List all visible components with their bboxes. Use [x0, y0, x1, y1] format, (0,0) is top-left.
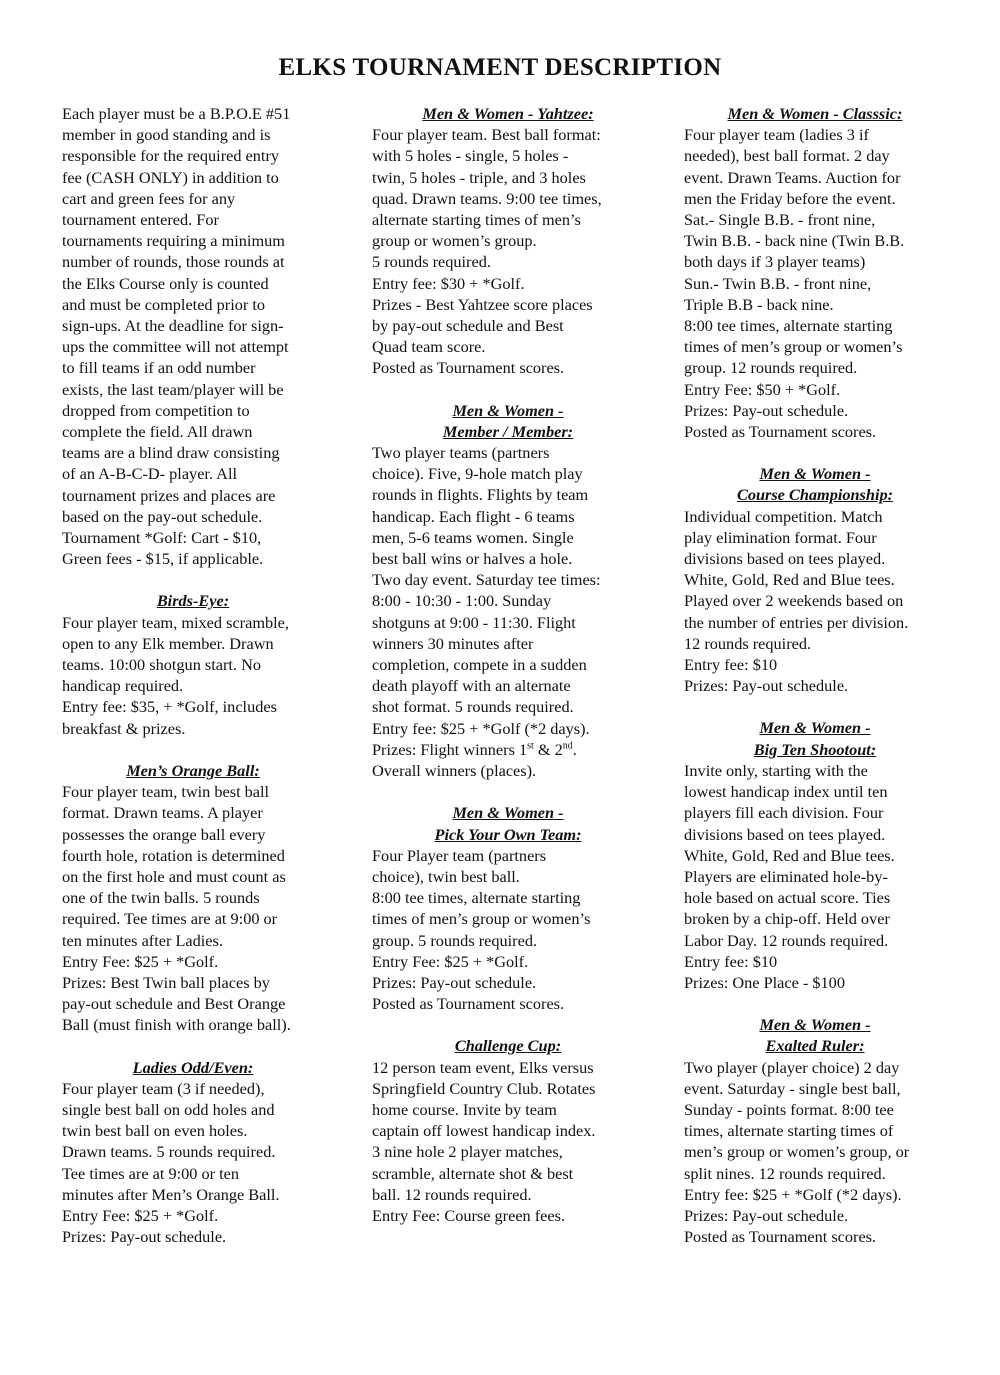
- text-line: Entry Fee: $25 + *Golf.: [372, 951, 529, 971]
- text-line: dropped from competition to: [62, 400, 250, 420]
- text-line: event. Drawn Teams. Auction for: [684, 167, 901, 187]
- text-line: tournaments requiring a minimum: [62, 231, 285, 251]
- text-line: complete the field. All drawn: [62, 422, 253, 442]
- text-line: 12 rounds required.: [684, 633, 812, 653]
- text-line: Entry fee: $25 + *Golf (*2 days).: [372, 718, 590, 738]
- text-line: Overall winners (places).: [372, 761, 537, 781]
- text-line: fee (CASH ONLY) in addition to: [62, 167, 279, 187]
- text-line: rounds in flights. Flights by team: [372, 485, 589, 505]
- text-line: winners 30 minutes after: [372, 633, 534, 653]
- ordinal-suffix: st: [527, 740, 534, 752]
- text-line: group. 12 rounds required.: [684, 358, 858, 378]
- text-line: needed), best ball format. 2 day: [684, 146, 890, 166]
- text-line: Two day event. Saturday tee times:: [372, 570, 601, 590]
- text-line: Posted as Tournament scores.: [684, 422, 877, 442]
- text-line: men’s group or women’s group, or: [684, 1142, 910, 1162]
- text-line: possesses the orange ball every: [62, 824, 266, 844]
- section-heading: Men & Women -: [759, 464, 871, 484]
- section-body: [372, 442, 644, 739]
- text-line: Entry Fee: $50 + *Golf.: [684, 379, 841, 399]
- text-line: Posted as Tournament scores.: [372, 358, 565, 378]
- challenge-cup-section: [372, 1035, 644, 1226]
- birds-eye-section: [62, 590, 324, 738]
- text-line: Four player team (ladies 3 if: [684, 125, 869, 145]
- text-line: divisions based on tees played.: [684, 824, 886, 844]
- text-line: Four player team. Best ball format:: [372, 125, 601, 145]
- text-line: Two player (player choice) 2 day: [684, 1057, 900, 1077]
- text-line: shot format. 5 rounds required.: [372, 697, 574, 717]
- section-body: [62, 1078, 324, 1248]
- text-line: teams. 10:00 shotgun start. No: [62, 655, 261, 675]
- prizes-mid: & 2: [533, 739, 563, 759]
- text-line: split nines. 12 rounds required.: [684, 1163, 886, 1183]
- text-line: completion, compete in a sudden: [372, 655, 587, 675]
- text-line: of an A-B-C-D- player. All: [62, 464, 237, 484]
- text-line: scramble, alternate shot & best: [372, 1163, 574, 1183]
- text-line: broken by a chip-off. Held over: [684, 909, 890, 929]
- text-line: Prizes: One Place - $100: [684, 972, 845, 992]
- text-line: Entry Fee: Course green fees.: [372, 1205, 566, 1225]
- ladies-odd-even-section: [62, 1057, 324, 1248]
- text-line: divisions based on tees played.: [684, 549, 886, 569]
- pick-your-own-section: [372, 802, 644, 1014]
- text-line: Posted as Tournament scores.: [372, 994, 565, 1014]
- text-line: Prizes: Best Twin ball places by: [62, 972, 270, 992]
- section-body: [684, 760, 946, 993]
- section-heading-line2: Big Ten Shootout:: [753, 739, 877, 759]
- text-line: to fill teams if an odd number: [62, 358, 256, 378]
- exalted-ruler-section: [684, 1014, 946, 1247]
- section-heading: Ladies Odd/Even:: [132, 1057, 254, 1077]
- text-line: group or women’s group.: [372, 231, 537, 251]
- text-line: quad. Drawn teams. 9:00 tee times,: [372, 188, 602, 208]
- text-line: choice). Five, 9-hole match play: [372, 464, 583, 484]
- text-line: Entry Fee: $25 + *Golf.: [62, 1205, 219, 1225]
- text-line: both days if 3 player teams): [684, 252, 866, 272]
- section-heading-line2: Pick Your Own Team:: [434, 824, 582, 844]
- section-body: [62, 612, 324, 739]
- prizes-prefix: Prizes: Flight winners 1: [372, 739, 528, 759]
- text-line: Prizes: Pay-out schedule.: [372, 972, 537, 992]
- text-line: 5 rounds required.: [372, 252, 491, 272]
- member-member-section: [372, 400, 644, 782]
- text-line: one of the twin balls. 5 rounds: [62, 888, 260, 908]
- ordinal-suffix: nd: [562, 740, 573, 752]
- page-title: ELKS TOURNAMENT DESCRIPTION: [278, 54, 722, 81]
- mens-orange-ball-section: [62, 760, 324, 1036]
- text-line: 12 person team event, Elks versus: [372, 1057, 594, 1077]
- section-body: [372, 1057, 644, 1227]
- section-heading: Challenge Cup:: [454, 1036, 562, 1056]
- text-line: Entry fee: $25 + *Golf (*2 days).: [684, 1184, 902, 1204]
- text-line: ten minutes after Ladies.: [62, 930, 223, 950]
- text-line: men, 5-6 teams women. Single: [372, 527, 574, 547]
- text-line: Springfield Country Club. Rotates: [372, 1078, 596, 1098]
- text-line: and must be completed prior to: [62, 294, 266, 314]
- text-line: death playoff with an alternate: [372, 676, 571, 696]
- text-line: number of rounds, those rounds at: [62, 252, 285, 272]
- text-line: Prizes: Pay-out schedule.: [684, 1205, 849, 1225]
- text-line: 8:00 tee times, alternate starting: [684, 316, 893, 336]
- text-line: Each player must be a B.P.O.E #51: [62, 104, 291, 123]
- section-body: [62, 781, 324, 1035]
- text-line: players fill each division. Four: [684, 803, 884, 823]
- text-line: best ball wins or halves a hole.: [372, 549, 573, 569]
- text-line: on the first hole and must count as: [62, 866, 286, 886]
- text-line: the Elks Course only is counted: [62, 273, 269, 293]
- text-line: handicap required.: [62, 676, 184, 696]
- text-line: minutes after Men’s Orange Ball.: [62, 1184, 280, 1204]
- section-heading: Men & Women -: [759, 718, 871, 738]
- section-heading-line2: Course Championship:: [736, 485, 894, 505]
- text-line: Invite only, starting with the: [684, 760, 868, 780]
- text-line: Two player teams (partners: [372, 443, 550, 463]
- text-line: tournament entered. For: [62, 210, 219, 230]
- text-line: open to any Elk member. Drawn: [62, 633, 274, 653]
- text-line: Quad team score.: [372, 337, 486, 357]
- text-line: by pay-out schedule and Best: [372, 316, 564, 336]
- text-line: Players are eliminated hole-by-: [684, 866, 888, 886]
- text-line: play elimination format. Four: [684, 527, 877, 547]
- text-line: twin best ball on even holes.: [62, 1121, 248, 1141]
- section-heading: Men & Women -: [452, 400, 564, 420]
- text-line: Tee times are at 9:00 or ten: [62, 1163, 239, 1183]
- text-line: lowest handicap index until ten: [684, 782, 888, 802]
- text-line: Entry fee: $30 + *Golf.: [372, 273, 525, 293]
- section-body: [684, 506, 946, 697]
- text-line: Labor Day. 12 rounds required.: [684, 930, 889, 950]
- text-line: format. Drawn teams. A player: [62, 803, 263, 823]
- text-line: exists, the last team/player will be: [62, 379, 284, 399]
- text-line: men the Friday before the event.: [684, 188, 896, 208]
- text-line: 8:00 - 10:30 - 1:00. Sunday: [372, 591, 552, 611]
- column-right: [684, 103, 946, 1268]
- text-line: member in good standing and is: [62, 125, 271, 145]
- text-line: Individual competition. Match: [684, 506, 883, 526]
- text-line: Drawn teams. 5 rounds required.: [62, 1142, 276, 1162]
- section-heading: Men & Women - Yahtzee:: [422, 104, 594, 123]
- text-line: based on the pay-out schedule.: [62, 506, 263, 526]
- section-body: [372, 124, 644, 378]
- section-body: [684, 1057, 946, 1248]
- text-line: Entry Fee: $25 + *Golf.: [62, 951, 219, 971]
- text-line: group. 5 rounds required.: [372, 930, 538, 950]
- text-line: single best ball on odd holes and: [62, 1099, 275, 1119]
- column-left: [62, 103, 324, 1268]
- big-ten-section: [684, 717, 946, 993]
- course-championship-section: [684, 463, 946, 696]
- section-heading: Birds-Eye:: [156, 591, 230, 611]
- text-line: ball. 12 rounds required.: [372, 1184, 532, 1204]
- text-line: alternate starting times of men’s: [372, 210, 581, 230]
- section-body: [372, 845, 644, 1015]
- prizes-end: .: [572, 739, 577, 759]
- text-line: Prizes: Pay-out schedule.: [684, 676, 849, 696]
- text-line: cart and green fees for any: [62, 188, 236, 208]
- text-line: ups the committee will not attempt: [62, 337, 289, 357]
- text-line: Tournament *Golf: Cart - $10,: [62, 528, 262, 548]
- yahtzee-section: [372, 103, 644, 379]
- text-line: shotguns at 9:00 - 11:30. Flight: [372, 612, 576, 632]
- text-line: Four player team, mixed scramble,: [62, 612, 289, 632]
- text-line: times of men’s group or women’s: [372, 909, 591, 929]
- section-heading-line2: Member / Member:: [442, 421, 574, 441]
- text-line: breakfast & prizes.: [62, 718, 186, 738]
- section-heading: Men’s Orange Ball:: [126, 760, 260, 780]
- text-line: Prizes - Best Yahtzee score places: [372, 294, 593, 314]
- text-line: sign-ups. At the deadline for sign-: [62, 316, 284, 336]
- section-body: [684, 124, 946, 442]
- text-line: 3 nine hole 2 player matches,: [372, 1142, 563, 1162]
- text-line: Sat.- Single B.B. - front nine,: [684, 210, 876, 230]
- text-line: hole based on actual score. Ties: [684, 888, 891, 908]
- text-line: Four player team (3 if needed),: [62, 1078, 265, 1098]
- text-line: choice), twin best ball.: [372, 866, 520, 886]
- text-line: tournament prizes and places are: [62, 485, 276, 505]
- text-line: Entry fee: $10: [684, 951, 778, 971]
- section-heading-line2: Exalted Ruler:: [765, 1036, 865, 1056]
- text-line: Entry fee: $35, + *Golf, includes: [62, 697, 277, 717]
- text-line: Triple B.B - back nine.: [684, 294, 834, 314]
- text-line: 8:00 tee times, alternate starting: [372, 888, 581, 908]
- text-line: times, alternate starting times of: [684, 1121, 894, 1141]
- text-line: Played over 2 weekends based on: [684, 591, 904, 611]
- text-line: Sun.- Twin B.B. - front nine,: [684, 273, 872, 293]
- text-line: Prizes: Pay-out schedule.: [62, 1227, 227, 1247]
- text-line: home course. Invite by team: [372, 1099, 557, 1119]
- text-line: required. Tee times are at 9:00 or: [62, 909, 278, 929]
- text-line: Twin B.B. - back nine (Twin B.B.: [684, 231, 905, 251]
- intro-section: [62, 103, 324, 569]
- text-line: with 5 holes - single, 5 holes -: [372, 146, 569, 166]
- text-line: captain off lowest handicap index.: [372, 1121, 596, 1141]
- text-line: Green fees - $15, if applicable.: [62, 549, 264, 569]
- classic-section: [684, 103, 946, 442]
- text-line: Sunday - points format. 8:00 tee: [684, 1099, 894, 1119]
- text-line: Four player team, twin best ball: [62, 782, 270, 802]
- section-heading: Men & Women -: [759, 1015, 871, 1035]
- text-line: times of men’s group or women’s: [684, 337, 903, 357]
- text-line: Posted as Tournament scores.: [684, 1227, 877, 1247]
- text-line: Prizes: Pay-out schedule.: [684, 400, 849, 420]
- column-middle: [372, 103, 644, 1247]
- text-line: fourth hole, rotation is determined: [62, 845, 285, 865]
- text-line: event. Saturday - single best ball,: [684, 1078, 901, 1098]
- text-line: pay-out schedule and Best Orange: [62, 994, 286, 1014]
- prizes-line: [372, 739, 644, 760]
- text-line: Four Player team (partners: [372, 845, 547, 865]
- text-line: Ball (must finish with orange ball).: [62, 1015, 291, 1035]
- text-line: teams are a blind draw consisting: [62, 443, 280, 463]
- text-line: handicap. Each flight - 6 teams: [372, 506, 575, 526]
- section-heading: Men & Women - Classsic:: [727, 104, 903, 123]
- text-line: the number of entries per division.: [684, 612, 909, 632]
- text-line: Entry fee: $10: [684, 655, 778, 675]
- section-heading: Men & Women -: [452, 803, 564, 823]
- text-line: White, Gold, Red and Blue tees.: [684, 845, 895, 865]
- text-line: twin, 5 holes - triple, and 3 holes: [372, 167, 586, 187]
- text-line: responsible for the required entry: [62, 146, 280, 166]
- text-line: White, Gold, Red and Blue tees.: [684, 570, 895, 590]
